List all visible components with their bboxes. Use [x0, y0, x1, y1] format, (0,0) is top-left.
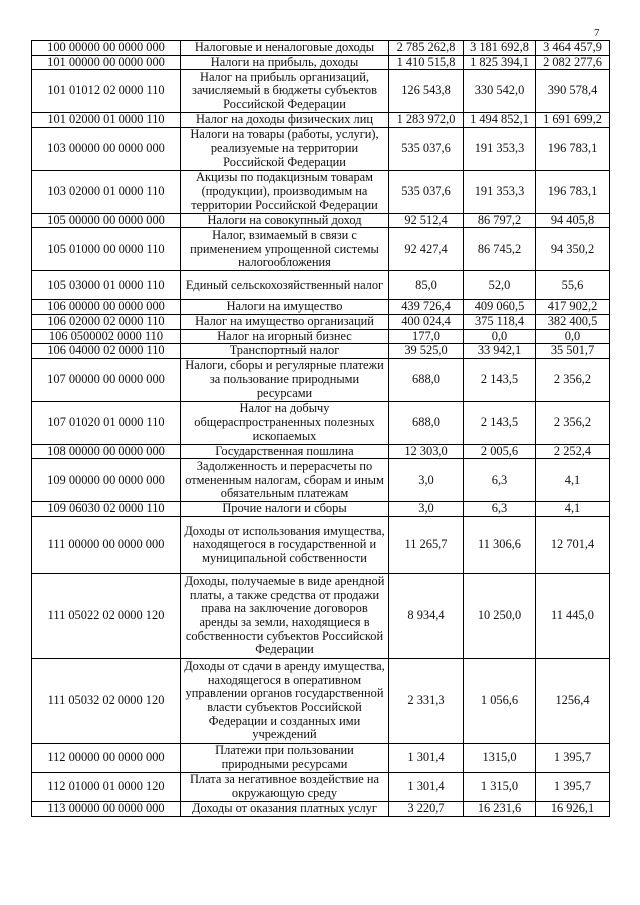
value-2022-cell: 94 350,2 — [536, 228, 610, 271]
value-2022-cell: 55,6 — [536, 271, 610, 300]
table-row — [32, 459, 610, 502]
name-cell: Налоги на имущество — [181, 300, 389, 315]
name-cell: Государственная пошлина — [181, 444, 389, 459]
value-2020-cell: 12 303,0 — [389, 444, 464, 459]
table-row — [32, 228, 610, 271]
value-2020-cell: 688,0 — [389, 401, 464, 444]
name-cell: Прочие налоги и сборы — [181, 502, 389, 517]
code-cell: 112 01000 01 0000 120 — [32, 772, 181, 801]
value-2022-cell: 4,1 — [536, 459, 610, 502]
table-row — [32, 127, 610, 170]
table-row — [32, 314, 610, 329]
value-2020-cell: 439 726,4 — [389, 300, 464, 315]
table-row — [32, 358, 610, 401]
table-row — [32, 516, 610, 573]
name-cell: Плата за негативное воздействие на окружающую среду — [181, 772, 389, 801]
value-2021-cell: 2 143,5 — [464, 401, 536, 444]
value-2020-cell: 92 512,4 — [389, 213, 464, 228]
value-2021-cell: 330 542,0 — [464, 70, 536, 113]
code-cell: 111 00000 00 0000 000 — [32, 516, 181, 573]
value-2022-cell: 2 356,2 — [536, 358, 610, 401]
value-2020-cell: 39 525,0 — [389, 344, 464, 359]
code-cell: 106 04000 02 0000 110 — [32, 344, 181, 359]
value-2022-cell: 11 445,0 — [536, 573, 610, 658]
table-row — [32, 502, 610, 517]
code-cell: 103 02000 01 0000 110 — [32, 170, 181, 213]
name-cell: Доходы от оказания платных услуг — [181, 801, 389, 816]
value-2020-cell: 85,0 — [389, 271, 464, 300]
value-2021-cell: 1 315,0 — [464, 772, 536, 801]
value-2020-cell: 2 785 262,8 — [389, 41, 464, 56]
table-row — [32, 573, 610, 658]
name-cell: Налог на доходы физических лиц — [181, 113, 389, 128]
revenue-table — [31, 40, 610, 817]
code-cell: 109 00000 00 0000 000 — [32, 459, 181, 502]
table-row — [32, 329, 610, 344]
table-row — [32, 213, 610, 228]
code-cell: 101 00000 00 0000 000 — [32, 55, 181, 70]
value-2020-cell: 1 410 515,8 — [389, 55, 464, 70]
value-2022-cell: 2 082 277,6 — [536, 55, 610, 70]
value-2022-cell: 390 578,4 — [536, 70, 610, 113]
value-2021-cell: 1 056,6 — [464, 658, 536, 743]
name-cell: Доходы, получаемые в виде арендной платы, а также средства от продажи права на заключение договоров аренды за земли, находящиеся в собственности субъектов Российской Федерации — [181, 573, 389, 658]
table-row — [32, 401, 610, 444]
name-cell: Акцизы по подакцизным товарам (продукции), производимым на территории Российской Федерации — [181, 170, 389, 213]
value-2021-cell: 10 250,0 — [464, 573, 536, 658]
value-2021-cell: 409 060,5 — [464, 300, 536, 315]
value-2022-cell: 196 783,1 — [536, 127, 610, 170]
name-cell: Налог на прибыль организаций, зачисляемый в бюджеты субъектов Российской Федерации — [181, 70, 389, 113]
table-row — [32, 772, 610, 801]
value-2020-cell: 1 283 972,0 — [389, 113, 464, 128]
code-cell: 109 06030 02 0000 110 — [32, 502, 181, 517]
value-2020-cell: 1 301,4 — [389, 772, 464, 801]
name-cell: Налог на имущество организаций — [181, 314, 389, 329]
code-cell: 107 01020 01 0000 110 — [32, 401, 181, 444]
value-2021-cell: 11 306,6 — [464, 516, 536, 573]
code-cell: 107 00000 00 0000 000 — [32, 358, 181, 401]
value-2020-cell: 126 543,8 — [389, 70, 464, 113]
name-cell: Задолженность и перерасчеты по отмененным налогам, сборам и иным обязательным платежам — [181, 459, 389, 502]
name-cell: Налог, взимаемый в связи с применением упрощенной системы налогообложения — [181, 228, 389, 271]
code-cell: 113 00000 00 0000 000 — [32, 801, 181, 816]
value-2022-cell: 4,1 — [536, 502, 610, 517]
code-cell: 105 03000 01 0000 110 — [32, 271, 181, 300]
value-2021-cell: 1315,0 — [464, 743, 536, 772]
value-2021-cell: 191 353,3 — [464, 127, 536, 170]
value-2021-cell: 191 353,3 — [464, 170, 536, 213]
value-2021-cell: 33 942,1 — [464, 344, 536, 359]
value-2022-cell: 35 501,7 — [536, 344, 610, 359]
value-2022-cell: 1 691 699,2 — [536, 113, 610, 128]
value-2021-cell: 2 005,6 — [464, 444, 536, 459]
value-2020-cell: 177,0 — [389, 329, 464, 344]
value-2021-cell: 1 494 852,1 — [464, 113, 536, 128]
name-cell: Налоги на прибыль, доходы — [181, 55, 389, 70]
value-2020-cell: 8 934,4 — [389, 573, 464, 658]
code-cell: 101 01012 02 0000 110 — [32, 70, 181, 113]
value-2022-cell: 94 405,8 — [536, 213, 610, 228]
code-cell: 111 05032 02 0000 120 — [32, 658, 181, 743]
table-row — [32, 801, 610, 816]
table-row — [32, 344, 610, 359]
value-2022-cell: 417 902,2 — [536, 300, 610, 315]
value-2020-cell: 688,0 — [389, 358, 464, 401]
code-cell: 100 00000 00 0000 000 — [32, 41, 181, 56]
name-cell: Транспортный налог — [181, 344, 389, 359]
name-cell: Платежи при пользовании природными ресурсами — [181, 743, 389, 772]
name-cell: Доходы от сдачи в аренду имущества, находящегося в оперативном управлении органов государственной власти субъектов Российской Федерации и созданных ими учреждений — [181, 658, 389, 743]
value-2022-cell: 0,0 — [536, 329, 610, 344]
code-cell: 108 00000 00 0000 000 — [32, 444, 181, 459]
table-row — [32, 300, 610, 315]
name-cell: Налоги на совокупный доход — [181, 213, 389, 228]
table-row — [32, 444, 610, 459]
value-2020-cell: 400 024,4 — [389, 314, 464, 329]
value-2021-cell: 86 797,2 — [464, 213, 536, 228]
table-row — [32, 55, 610, 70]
code-cell: 105 01000 00 0000 110 — [32, 228, 181, 271]
name-cell: Налоги на товары (работы, услуги), реализуемые на территории Российской Федерации — [181, 127, 389, 170]
value-2020-cell: 3 220,7 — [389, 801, 464, 816]
value-2022-cell: 2 252,4 — [536, 444, 610, 459]
value-2021-cell: 86 745,2 — [464, 228, 536, 271]
value-2021-cell: 52,0 — [464, 271, 536, 300]
value-2020-cell: 92 427,4 — [389, 228, 464, 271]
value-2022-cell: 1 395,7 — [536, 772, 610, 801]
table-row — [32, 170, 610, 213]
page-number: 7 — [594, 27, 600, 39]
table-row — [32, 113, 610, 128]
value-2021-cell: 2 143,5 — [464, 358, 536, 401]
value-2022-cell: 12 701,4 — [536, 516, 610, 573]
value-2022-cell: 382 400,5 — [536, 314, 610, 329]
value-2020-cell: 535 037,6 — [389, 170, 464, 213]
name-cell: Налоговые и неналоговые доходы — [181, 41, 389, 56]
code-cell: 111 05022 02 0000 120 — [32, 573, 181, 658]
value-2020-cell: 1 301,4 — [389, 743, 464, 772]
table-row — [32, 271, 610, 300]
code-cell: 112 00000 00 0000 000 — [32, 743, 181, 772]
value-2022-cell: 16 926,1 — [536, 801, 610, 816]
code-cell: 106 00000 00 0000 000 — [32, 300, 181, 315]
code-cell: 106 02000 02 0000 110 — [32, 314, 181, 329]
name-cell: Доходы от использования имущества, находящегося в государственной и муниципальной собственности — [181, 516, 389, 573]
value-2020-cell: 3,0 — [389, 502, 464, 517]
value-2021-cell: 3 181 692,8 — [464, 41, 536, 56]
value-2021-cell: 375 118,4 — [464, 314, 536, 329]
value-2020-cell: 11 265,7 — [389, 516, 464, 573]
table-row — [32, 41, 610, 56]
name-cell: Единый сельскохозяйственный налог — [181, 271, 389, 300]
table-row — [32, 743, 610, 772]
name-cell: Налог на добычу общераспространенных полезных ископаемых — [181, 401, 389, 444]
value-2022-cell: 196 783,1 — [536, 170, 610, 213]
code-cell: 106 0500002 0000 110 — [32, 329, 181, 344]
value-2022-cell: 1256,4 — [536, 658, 610, 743]
value-2021-cell: 16 231,6 — [464, 801, 536, 816]
value-2021-cell: 0,0 — [464, 329, 536, 344]
table-body — [32, 41, 610, 817]
value-2021-cell: 1 825 394,1 — [464, 55, 536, 70]
value-2020-cell: 2 331,3 — [389, 658, 464, 743]
table-row — [32, 70, 610, 113]
value-2022-cell: 2 356,2 — [536, 401, 610, 444]
name-cell: Налоги, сборы и регулярные платежи за пользование природными ресурсами — [181, 358, 389, 401]
value-2020-cell: 3,0 — [389, 459, 464, 502]
name-cell: Налог на игорный бизнес — [181, 329, 389, 344]
table-row — [32, 658, 610, 743]
code-cell: 105 00000 00 0000 000 — [32, 213, 181, 228]
value-2022-cell: 1 395,7 — [536, 743, 610, 772]
value-2022-cell: 3 464 457,9 — [536, 41, 610, 56]
value-2021-cell: 6,3 — [464, 502, 536, 517]
value-2021-cell: 6,3 — [464, 459, 536, 502]
code-cell: 101 02000 01 0000 110 — [32, 113, 181, 128]
code-cell: 103 00000 00 0000 000 — [32, 127, 181, 170]
value-2020-cell: 535 037,6 — [389, 127, 464, 170]
